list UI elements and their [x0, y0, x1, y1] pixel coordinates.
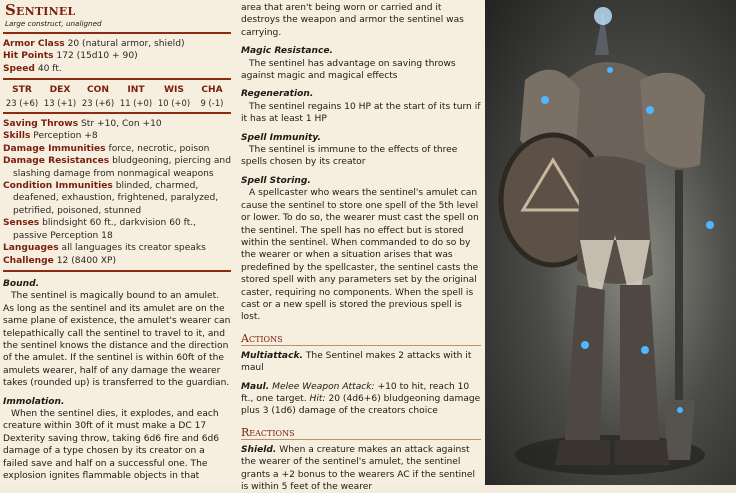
saving-throws: Saving Throws Str +10, Con +10 — [3, 119, 162, 130]
damage-immunities: Damage Immunities force, necrotic, poison — [3, 143, 210, 154]
divider — [3, 78, 231, 80]
trait-regeneration: Regeneration. The sentinel regains 10 HP at the start of its turn if it has at least 1 HP — [241, 89, 481, 125]
creature-type: Large construct, unaligned — [5, 19, 102, 28]
divider — [3, 270, 231, 272]
divider — [3, 32, 231, 34]
languages: Languages all languages its creator speaks — [3, 243, 206, 254]
actions-heading: Actions — [241, 332, 481, 346]
condition-immunities: Condition Immunities blinded, charmed, deafened, exhaustion, frightened, paralyzed, petrified, poisoned, stunned — [3, 181, 219, 216]
ability-con: CON 23 (+6) — [81, 85, 115, 108]
ability-str: STR 23 (+6) — [5, 85, 39, 108]
immolation-continued: area that aren't being worn or carried and it destroys the weapon and armor the sentinel was carrying. — [241, 3, 464, 38]
reactions-heading: Reactions — [241, 426, 481, 440]
speed: Speed 40 ft. — [3, 63, 62, 74]
ability-wis: WIS 10 (+0) — [157, 85, 191, 108]
challenge: Challenge 12 (8400 XP) — [3, 255, 117, 266]
trait-immolation: Immolation. When the sentinel dies, it explodes, and each creature within 30ft of it must make a DC 17 Dexterity saving throw, taking 6d6 fire and 6d6 damage of a type chosen by its creator on a failed save and half on a successful one. The explosion ignites flammable objects in that — [3, 396, 220, 481]
ability-int: INT 11 (+0) — [119, 85, 153, 108]
ability-cha: CHA 9 (-1) — [200, 85, 224, 108]
trait-spell-immunity: Spell Immunity. The sentinel is immune to the effects of three spells chosen by its creator — [241, 132, 458, 168]
creature-name: Sentinel — [5, 1, 76, 19]
sentinel-artwork — [485, 0, 736, 485]
armor-class: Armor Class 20 (natural armor, shield) — [3, 39, 185, 49]
stat-column-left — [3, 2, 231, 482]
senses: Senses blindsight 60 ft., darkvision 60 ft., passive Perception 18 — [3, 218, 197, 241]
divider — [3, 112, 231, 114]
armored-construct-illustration — [485, 0, 736, 485]
skills: Skills Perception +8 — [3, 131, 98, 142]
trait-magic-resistance: Magic Resistance. The sentinel has advantage on saving throws against magic and magical effects — [241, 46, 456, 82]
stat-column-right — [241, 2, 481, 493]
reaction-shield: Shield. When a creature makes an attack against the wearer of the sentinel's amulet, the sentinel grants a +2 bonus to the wearers AC if the sentinel is within 5 feet of the wearer — [241, 444, 476, 492]
hit-points: Hit Points 172 (15d10 + 90) — [3, 51, 138, 62]
action-maul: Maul. Melee Weapon Attack: +10 to hit, reach 10 ft., one target. Hit: 20 (4d6+6) bludgeoning damage plus 3 (1d6) damage of the creators choice — [241, 381, 481, 417]
damage-resistances: Damage Resistances bludgeoning, piercing and slashing damage from nonmagical weapons — [3, 156, 231, 179]
action-multiattack: Multiattack. The Sentinel makes 2 attacks with it maul — [241, 350, 472, 374]
trait-bound: Bound. The sentinel is magically bound to an amulet. As long as the sentinel and its amulet are on the same plane of existence, the amulet's wearer can telepathically call the sentinel to travel to it, and the sentinel knows the distance and the direction of the amulet. If the sentinel is within 60ft of the amulets wearer, half of any damage the wearer takes (rounded up) is transferred to the guardian. — [3, 278, 231, 389]
ability-scores — [3, 84, 231, 109]
ability-dex: DEX 13 (+1) — [43, 85, 77, 108]
trait-spell-storing: Spell Storing. A spellcaster who wears the sentinel's amulet can cause the sentinel to store one spell of the 5th level or lower. To do so, the wearer must cast the spell on the sentinel. The spell has no effect but is stored within the sentinel. When commanded to do so by the wearer or when a situation arises that was predefined by the spellcaster, the sentinel casts the stored spell with any parameters set by the original caster, requiring no components. When the spell is cast or a new spell is stored the previous spell is lost. — [241, 175, 479, 323]
